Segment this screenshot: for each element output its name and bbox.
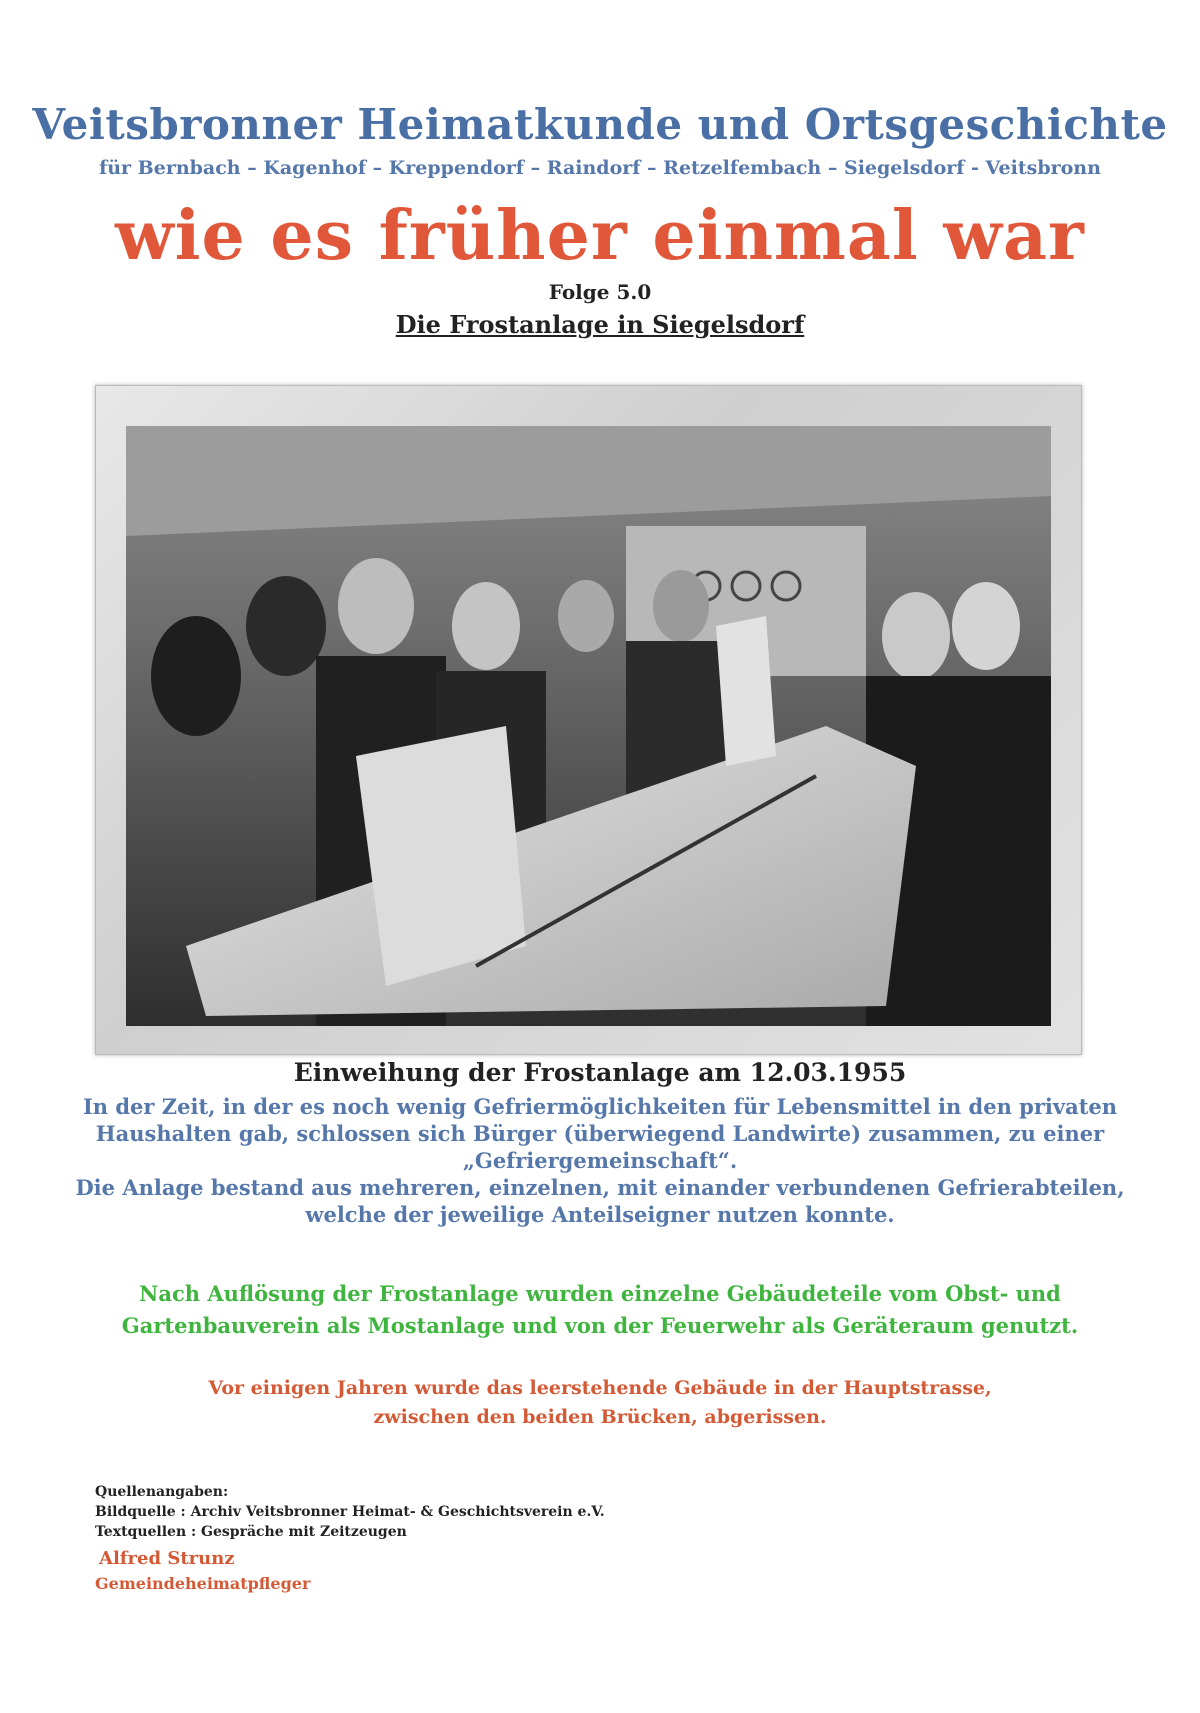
photo-caption: Einweihung der Frostanlage am 12.03.1955	[293, 1058, 907, 1087]
villages-subtitle: für Bernbach – Kagenhof – Kreppendorf – Raindorf – Retzelfembach – Siegelsdorf - Veitsbronn	[99, 157, 1101, 179]
sources-block	[95, 1482, 605, 1542]
image-source: Bildquelle : Archiv Veitsbronner Heimat- & Geschichtsverein e.V.	[95, 1504, 605, 1520]
paragraph-line: In der Zeit, in der es noch wenig Gefriermöglichkeiten für Lebensmittel in den privaten	[82, 1094, 1118, 1119]
demolition-paragraph	[0, 1374, 1200, 1432]
historic-photo	[95, 385, 1082, 1055]
episode-number: Folge 5.0	[548, 280, 652, 304]
photo-illustration	[126, 426, 1051, 1026]
slogan-heading: wie es früher einmal war	[115, 196, 1085, 276]
text-source: Textquellen : Gespräche mit Zeitzeugen	[95, 1524, 407, 1540]
paragraph-line: Haushalten gab, schlossen sich Bürger (überwiegend Landwirte) zusammen, zu einer	[95, 1121, 1105, 1146]
paragraph-line: „Gefriergemeinschaft“.	[462, 1148, 738, 1173]
article-subject: Die Frostanlage in Siegelsdorf	[395, 310, 805, 339]
history-paragraph	[0, 1093, 1200, 1228]
paragraph-line: Nach Auflösung der Frostanlage wurden einzelne Gebäudeteile vom Obst- und	[139, 1281, 1061, 1306]
paragraph-line: Gartenbauverein als Mostanlage und von der Feuerwehr als Geräteraum genutzt.	[121, 1313, 1079, 1338]
paragraph-line: zwischen den beiden Brücken, abgerissen.	[373, 1406, 827, 1428]
sources-heading: Quellenangaben:	[95, 1484, 229, 1500]
author-name: Alfred Strunz	[99, 1548, 235, 1569]
paragraph-line: Die Anlage bestand aus mehreren, einzelnen, mit einander verbundenen Gefrierabteilen,	[75, 1175, 1125, 1200]
page-title: Veitsbronner Heimatkunde und Ortsgeschichte	[32, 100, 1168, 149]
author-role: Gemeindeheimatpfleger	[95, 1574, 311, 1593]
paragraph-line: welche der jeweilige Anteilseigner nutzen konnte.	[305, 1202, 895, 1227]
later-use-paragraph	[0, 1278, 1200, 1342]
paragraph-line: Vor einigen Jahren wurde das leerstehende Gebäude in der Hauptstrasse,	[208, 1377, 992, 1399]
